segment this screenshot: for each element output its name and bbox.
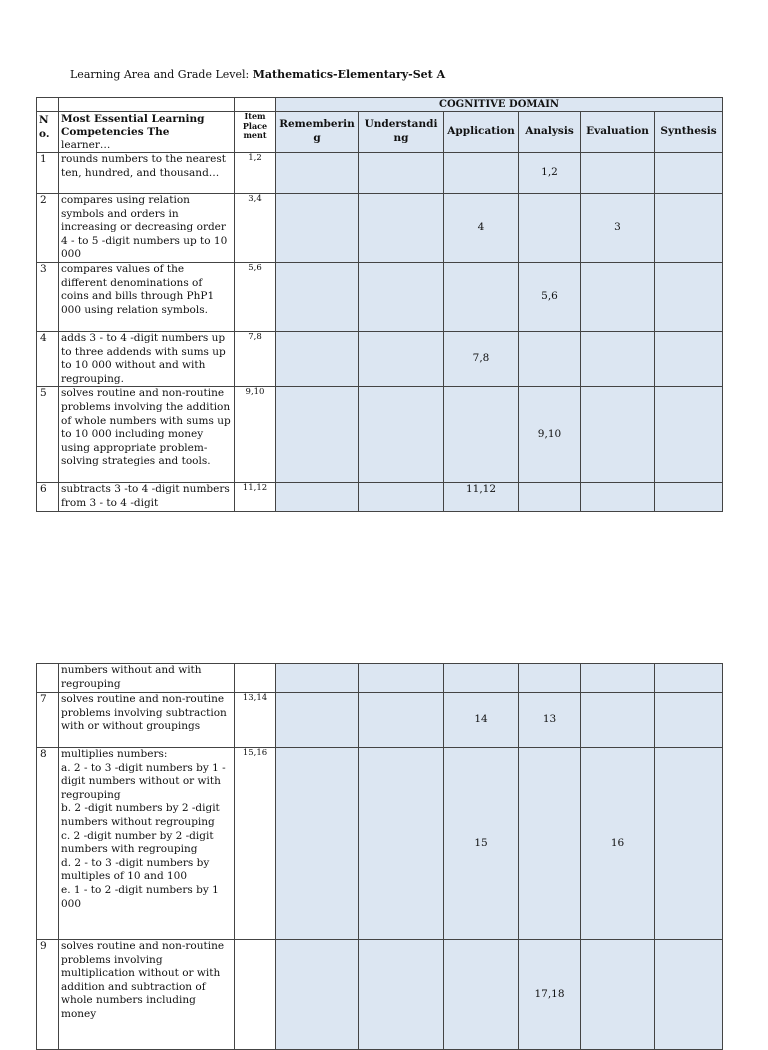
cell-evaluation bbox=[581, 387, 655, 483]
cell-application bbox=[444, 153, 519, 194]
row-competency bbox=[59, 748, 235, 940]
cell-understanding bbox=[359, 483, 444, 511]
cell-evaluation bbox=[581, 153, 655, 194]
competency-line: d. 2 - to 3 -digit numbers by multiples of 10 and 100 bbox=[61, 856, 210, 883]
row-no: 4 bbox=[37, 332, 59, 387]
cell-application: 15 bbox=[444, 748, 519, 940]
cell-remembering bbox=[276, 664, 359, 693]
cell-application: 14 bbox=[444, 693, 519, 748]
cell-application bbox=[444, 940, 519, 1050]
cell-understanding bbox=[359, 664, 444, 693]
header-blank-2 bbox=[59, 98, 235, 112]
cell-remembering bbox=[276, 387, 359, 483]
row-no: 1 bbox=[37, 153, 59, 194]
table-row bbox=[37, 332, 723, 387]
header-blank-1 bbox=[37, 98, 59, 112]
cell-application: 4 bbox=[444, 194, 519, 263]
cell-remembering bbox=[276, 483, 359, 511]
cell-remembering bbox=[276, 940, 359, 1050]
table-row bbox=[37, 693, 723, 748]
competency-table-continued bbox=[36, 663, 723, 1050]
cell-application bbox=[444, 664, 519, 693]
domain-evaluation: Evaluation bbox=[581, 112, 655, 153]
cell-application bbox=[444, 263, 519, 332]
row-no: 8 bbox=[37, 748, 59, 940]
table-row bbox=[37, 153, 723, 194]
row-competency: solves routine and non-routine problems involving multiplication without or with addition and subtraction of whole numbers including money bbox=[59, 940, 235, 1050]
row-no: 6 bbox=[37, 483, 59, 511]
cell-understanding bbox=[359, 194, 444, 263]
cell-analysis: 1,2 bbox=[519, 153, 581, 194]
row-competency: solves routine and non-routine problems involving the addition of whole numbers with sums up to 10 000 including money using appropriate problem-solving strategies and tools. bbox=[59, 387, 235, 483]
cell-remembering bbox=[276, 263, 359, 332]
domain-synthesis: Synthesis bbox=[655, 112, 723, 153]
cell-synthesis bbox=[655, 332, 723, 387]
cell-evaluation: 16 bbox=[581, 748, 655, 940]
title-value: Mathematics-Elementary-Set A bbox=[252, 68, 446, 81]
cell-analysis: 9,10 bbox=[519, 387, 581, 483]
table-row bbox=[37, 263, 723, 332]
row-no: 5 bbox=[37, 387, 59, 483]
cell-remembering bbox=[276, 153, 359, 194]
cell-evaluation bbox=[581, 940, 655, 1050]
table-row bbox=[37, 387, 723, 483]
row-competency: numbers without and with regrouping bbox=[59, 664, 235, 693]
header-item-placement: Item Place ment bbox=[235, 112, 276, 153]
cell-analysis bbox=[519, 483, 581, 511]
cell-application bbox=[444, 387, 519, 483]
domain-understanding: Understandi ng bbox=[359, 112, 444, 153]
cell-analysis: 5,6 bbox=[519, 263, 581, 332]
row-no: 2 bbox=[37, 194, 59, 263]
cell-evaluation bbox=[581, 693, 655, 748]
row-no: 3 bbox=[37, 263, 59, 332]
cell-synthesis bbox=[655, 263, 723, 332]
row-no bbox=[37, 664, 59, 693]
row-no: 7 bbox=[37, 693, 59, 748]
row-competency: compares values of the different denominations of coins and bills through PhP1 000 using relation symbols. bbox=[59, 263, 235, 332]
row-item: 11,12 bbox=[235, 483, 276, 511]
domain-application: Application bbox=[444, 112, 519, 153]
row-competency: subtracts 3 -to 4 -digit numbers from 3 - to 4 -digit bbox=[59, 483, 235, 511]
row-item: 5,6 bbox=[235, 263, 276, 332]
competency-line: b. 2 -digit numbers by 2 -digit numbers without regrouping bbox=[61, 802, 220, 828]
header-no: N o. bbox=[37, 112, 59, 153]
cell-understanding bbox=[359, 153, 444, 194]
cell-remembering bbox=[276, 332, 359, 387]
cell-analysis bbox=[519, 194, 581, 263]
header-blank-3 bbox=[235, 98, 276, 112]
row-item: 7,8 bbox=[235, 332, 276, 387]
cell-synthesis bbox=[655, 748, 723, 940]
row-competency: compares using relation symbols and orders in increasing or decreasing order 4 - to 5 -digit numbers up to 10 000 bbox=[59, 194, 235, 263]
cell-evaluation bbox=[581, 664, 655, 693]
cell-understanding bbox=[359, 387, 444, 483]
row-no: 9 bbox=[37, 940, 59, 1050]
cell-evaluation bbox=[581, 263, 655, 332]
cell-application: 7,8 bbox=[444, 332, 519, 387]
table-row bbox=[37, 748, 723, 940]
competency-line: e. 1 - to 2 -digit numbers by 1 000 bbox=[61, 883, 219, 910]
cell-analysis: 13 bbox=[519, 693, 581, 748]
title-prefix: Learning Area and Grade Level: bbox=[70, 68, 253, 81]
row-item: 15,16 bbox=[235, 748, 276, 940]
row-competency: solves routine and non-routine problems involving subtraction with or without groupings bbox=[59, 693, 235, 748]
cell-understanding bbox=[359, 940, 444, 1050]
cell-analysis bbox=[519, 664, 581, 693]
competencies-title: Most Essential Learning Competencies The bbox=[61, 113, 205, 138]
row-competency: adds 3 - to 4 -digit numbers up to three addends with sums up to 10 000 without and with regrouping. bbox=[59, 332, 235, 387]
competency-line: a. 2 - to 3 -digit numbers by 1 -digit numbers without or with regrouping bbox=[61, 761, 226, 801]
cell-analysis: 17,18 bbox=[519, 940, 581, 1050]
cell-understanding bbox=[359, 332, 444, 387]
cell-synthesis bbox=[655, 483, 723, 511]
domain-analysis: Analysis bbox=[519, 112, 581, 153]
cell-evaluation bbox=[581, 483, 655, 511]
row-item bbox=[235, 940, 276, 1050]
table-row bbox=[37, 483, 723, 511]
cell-evaluation: 3 bbox=[581, 194, 655, 263]
competency-line: multiplies numbers: bbox=[61, 748, 168, 760]
competency-line: c. 2 -digit number by 2 -digit numbers with regrouping bbox=[61, 829, 214, 856]
table-row bbox=[37, 664, 723, 693]
cell-synthesis bbox=[655, 693, 723, 748]
domain-remembering: Rememberin g bbox=[276, 112, 359, 153]
cell-synthesis bbox=[655, 194, 723, 263]
cell-synthesis bbox=[655, 153, 723, 194]
cell-evaluation bbox=[581, 332, 655, 387]
row-item: 13,14 bbox=[235, 693, 276, 748]
cell-remembering bbox=[276, 693, 359, 748]
competencies-sub: learner… bbox=[61, 139, 111, 151]
cell-synthesis bbox=[655, 940, 723, 1050]
row-item: 3,4 bbox=[235, 194, 276, 263]
cognitive-domain-header: COGNITIVE DOMAIN bbox=[276, 98, 723, 112]
cell-remembering bbox=[276, 194, 359, 263]
table-row bbox=[37, 940, 723, 1050]
table-row bbox=[37, 194, 723, 263]
header-competencies bbox=[59, 112, 235, 153]
row-item bbox=[235, 664, 276, 693]
row-competency: rounds numbers to the nearest ten, hundred, and thousand… bbox=[59, 153, 235, 194]
competency-table-top bbox=[36, 97, 723, 512]
row-item: 1,2 bbox=[235, 153, 276, 194]
row-item: 9,10 bbox=[235, 387, 276, 483]
cell-understanding bbox=[359, 693, 444, 748]
cell-synthesis bbox=[655, 387, 723, 483]
page-title bbox=[70, 68, 445, 81]
cell-analysis bbox=[519, 748, 581, 940]
cell-synthesis bbox=[655, 664, 723, 693]
cell-understanding bbox=[359, 748, 444, 940]
cell-application: 11,12 bbox=[444, 483, 519, 511]
cell-analysis bbox=[519, 332, 581, 387]
cell-understanding bbox=[359, 263, 444, 332]
cell-remembering bbox=[276, 748, 359, 940]
